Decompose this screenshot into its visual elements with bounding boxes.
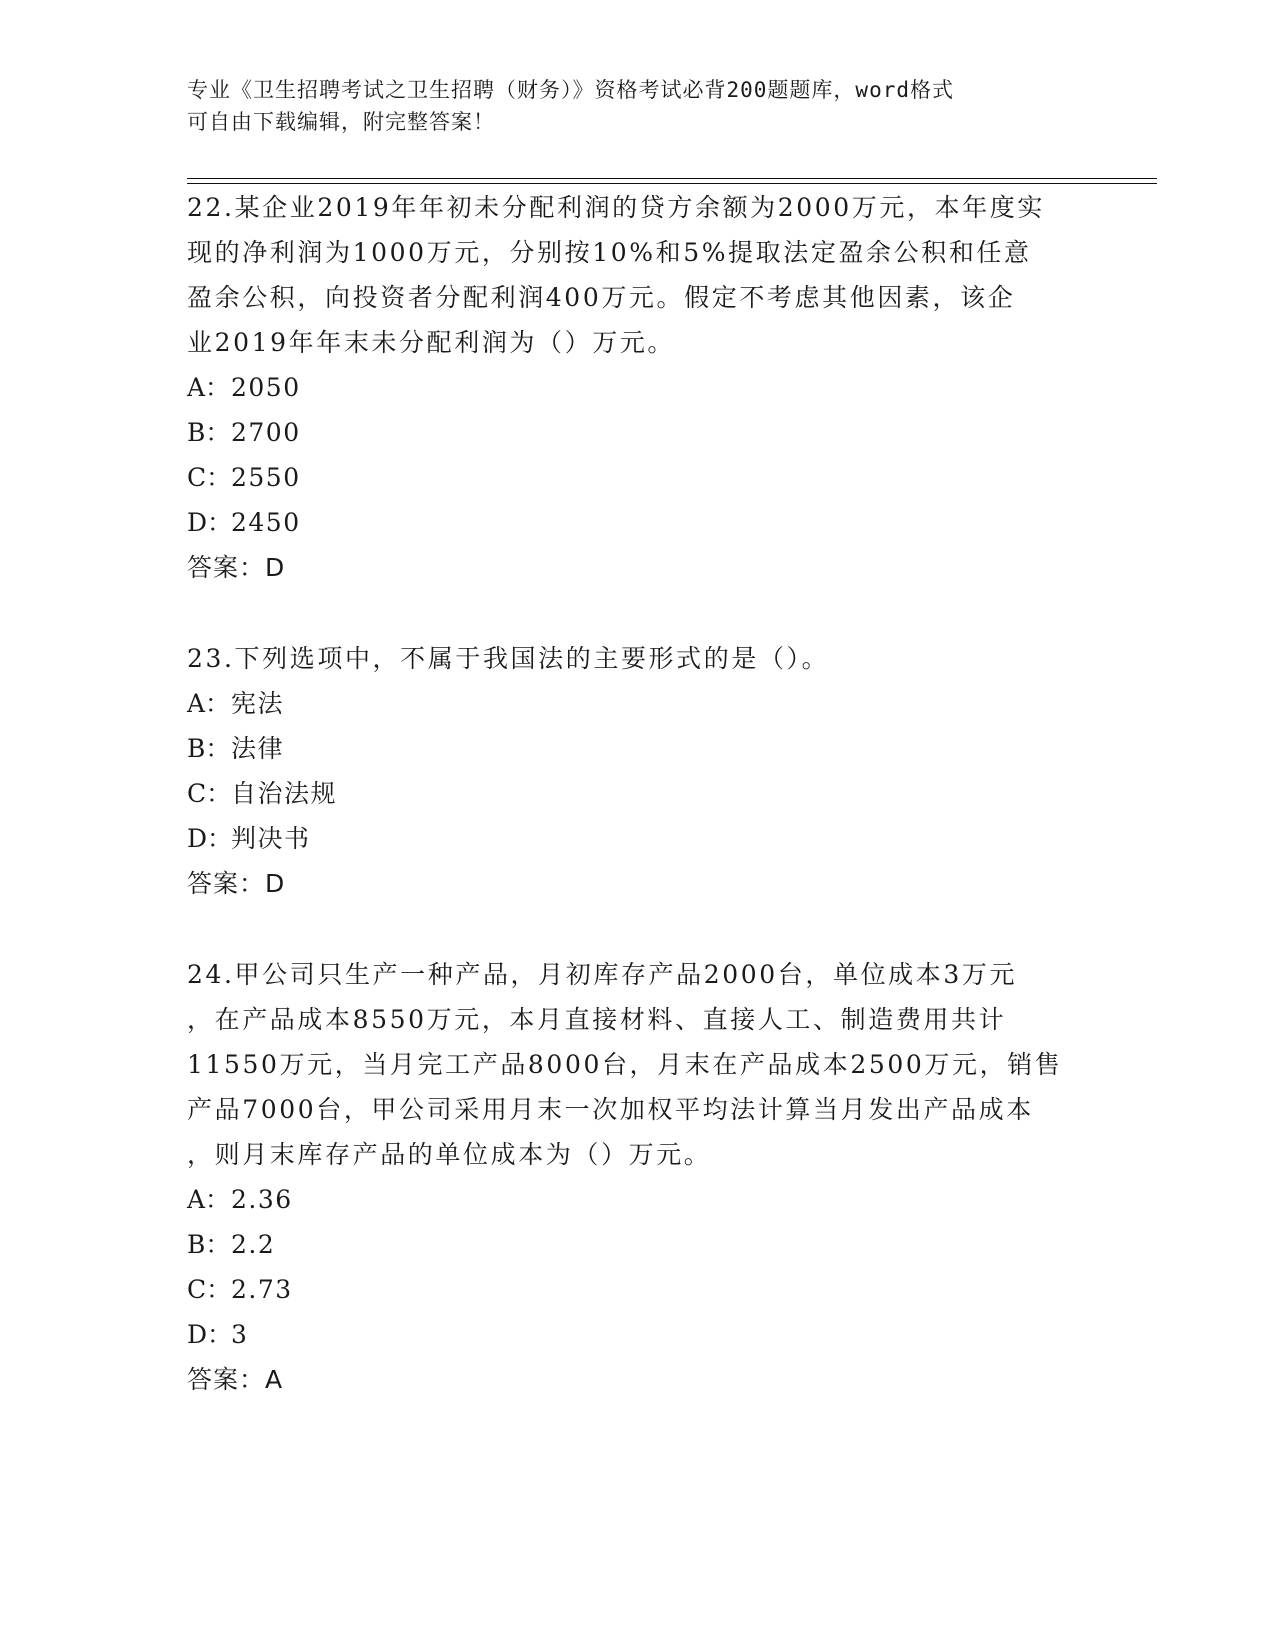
question-22-option-c — [187, 462, 301, 494]
option-label: C： — [187, 463, 232, 492]
header-divider-top — [187, 178, 1157, 179]
question-23-option-b — [187, 733, 284, 765]
option-text: 2050 — [231, 373, 301, 402]
question-22-line-3: 盈余公积，向投资者分配利润400万元。假定不考虑其他因素，该企 — [187, 283, 1016, 312]
header-line-1: 专业《卫生招聘考试之卫生招聘（财务）》资格考试必背200题题库，word格式 — [187, 78, 954, 102]
question-22-line-4: 业2019年年末未分配利润为（）万元。 — [187, 328, 676, 357]
option-label: B： — [187, 1230, 231, 1259]
question-23-line-1: 23.下列选项中，不属于我国法的主要形式的是（）。 — [187, 644, 830, 673]
option-label: B： — [187, 734, 231, 763]
question-24-option-b — [187, 1229, 275, 1261]
option-label: A： — [187, 1185, 231, 1214]
question-24-line-3: 11550万元，当月完工产品8000台，月末在产品成本2500万元，销售 — [187, 1050, 1063, 1079]
option-text: 2550 — [231, 463, 301, 492]
question-23-answer: 答案：D — [187, 869, 286, 898]
question-24-line-2: ，在产品成本8550万元，本月直接材料、直接人工、制造费用共计 — [187, 1005, 1007, 1034]
option-text: 2.36 — [231, 1185, 293, 1214]
option-text: 2.2 — [231, 1230, 276, 1259]
option-label: D： — [187, 1320, 233, 1349]
question-22-option-a — [187, 372, 301, 404]
option-label: A： — [187, 373, 231, 402]
question-23-option-d — [187, 823, 311, 855]
option-label: C： — [187, 779, 232, 808]
option-text: 宪法 — [231, 689, 285, 718]
option-text: 2.73 — [231, 1275, 293, 1304]
question-24-line-1: 24.甲公司只生产一种产品，月初库存产品2000台，单位成本3万元 — [187, 960, 1018, 989]
question-24-option-d — [187, 1319, 248, 1351]
option-text: 自治法规 — [231, 779, 338, 808]
header-line-2: 可自由下载编辑，附完整答案！ — [187, 110, 495, 134]
question-22-answer: 答案：D — [187, 553, 286, 582]
question-23-option-a — [187, 688, 284, 720]
question-24-line-4: 产品7000台，甲公司采用月末一次加权平均法计算当月发出产品成本 — [187, 1095, 1034, 1124]
question-24-option-c — [187, 1274, 293, 1306]
option-label: D： — [187, 824, 233, 853]
question-24-line-5: ，则月末库存产品的单位成本为（）万元。 — [187, 1140, 712, 1169]
option-text: 法律 — [231, 734, 285, 763]
option-label: D： — [187, 508, 233, 537]
option-label: C： — [187, 1275, 232, 1304]
question-24-option-a — [187, 1184, 293, 1216]
header-divider-bottom — [187, 183, 1157, 184]
question-22-line-2: 现的净利润为1000万元，分别按10%和5%提取法定盈余公积和任意 — [187, 238, 1032, 267]
question-23-option-c — [187, 778, 337, 810]
option-text: 判决书 — [231, 824, 311, 853]
document-header — [187, 74, 1087, 138]
option-label: B： — [187, 418, 231, 447]
option-text: 3 — [231, 1320, 249, 1349]
option-text: 2700 — [231, 418, 301, 447]
question-24-answer: 答案：A — [187, 1365, 284, 1394]
question-22-option-d — [187, 507, 301, 539]
option-text: 2450 — [231, 508, 301, 537]
question-22-line-1: 22.某企业2019年年初未分配利润的贷方余额为2000万元，本年度实 — [187, 193, 1046, 222]
option-label: A： — [187, 689, 231, 718]
question-22-option-b — [187, 417, 301, 449]
